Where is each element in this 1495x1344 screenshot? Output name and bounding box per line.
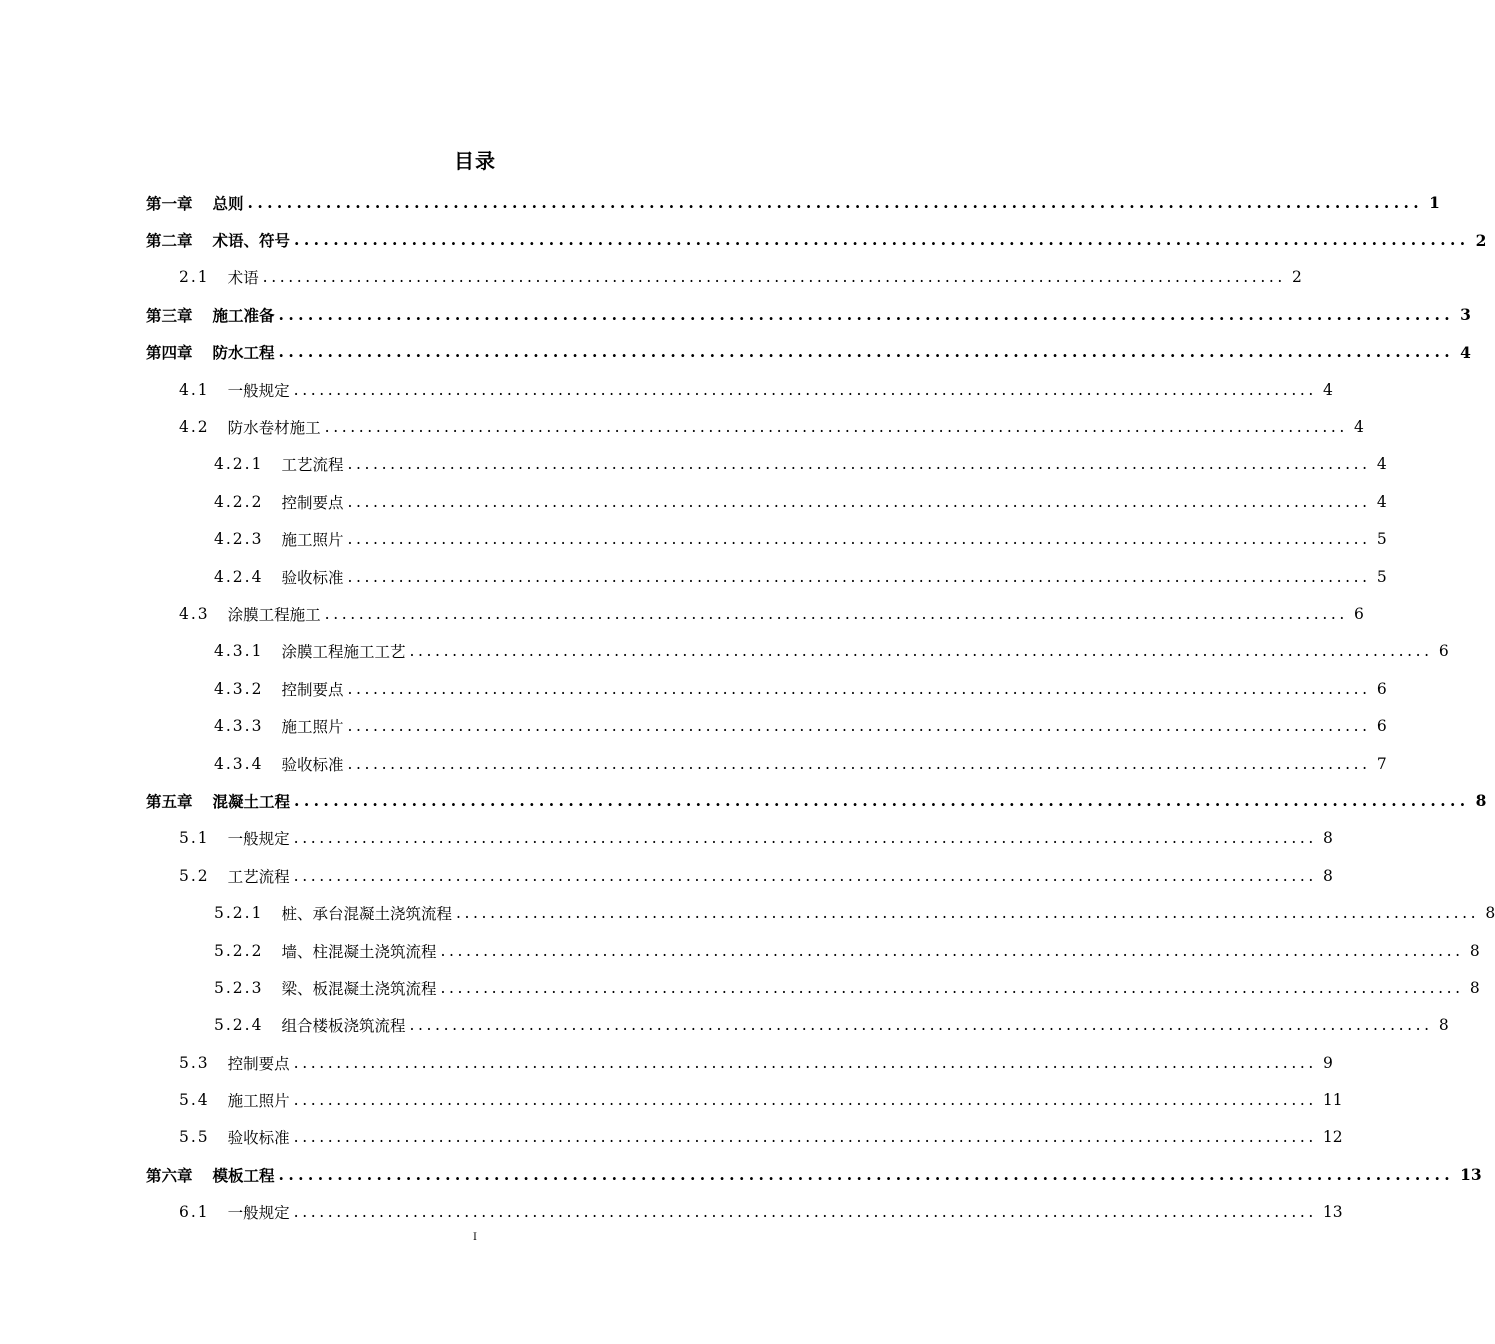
toc-entry-number: 第二章 xyxy=(146,231,193,251)
toc-entry-number: 4.2 xyxy=(179,418,210,437)
toc-entry[interactable] xyxy=(146,857,1333,894)
toc-dot-leader: ........................................................................................................................ xyxy=(455,904,1480,923)
toc-entry[interactable] xyxy=(146,1044,1333,1081)
toc-title: 目录 xyxy=(454,149,496,173)
toc-entry-number: 4.1 xyxy=(179,380,210,399)
toc-entry-label: 工艺流程 xyxy=(281,456,344,475)
toc-entry-label: 桩、承台混凝土浇筑流程 xyxy=(281,905,452,924)
toc-entry-number: 5.1 xyxy=(179,829,210,848)
toc-entry-page: 4 xyxy=(1460,342,1471,362)
toc-dot-leader: ........................................................................................................................ xyxy=(293,866,1317,885)
toc-dot-leader: ........................................................................................................................ xyxy=(409,1016,1433,1035)
toc-entry[interactable] xyxy=(146,446,1387,483)
toc-entry[interactable] xyxy=(146,595,1364,632)
toc-entry-page: 1 xyxy=(1429,193,1440,213)
toc-entry-label: 混凝土工程 xyxy=(212,791,291,811)
toc-entry-label: 控制要点 xyxy=(227,1054,290,1073)
toc-dot-leader: ........................................................................................................................ xyxy=(347,530,1371,549)
toc-entry-page: 13 xyxy=(1460,1165,1482,1185)
toc-entry-page: 8 xyxy=(1469,941,1480,960)
toc-dot-leader: ........................................................................................................................ xyxy=(278,304,1455,324)
toc-entry-label: 一般规定 xyxy=(227,381,290,400)
toc-dot-leader: ........................................................................................................................ xyxy=(293,1091,1317,1110)
toc-entry[interactable] xyxy=(146,782,1487,819)
toc-dot-leader: ........................................................................................................................ xyxy=(247,192,1424,212)
toc-entry-page: 8 xyxy=(1438,1016,1449,1035)
toc-dot-leader: ........................................................................................................................ xyxy=(294,790,1470,810)
toc-dot-leader: ........................................................................................................................ xyxy=(347,754,1371,773)
toc-entry[interactable] xyxy=(146,184,1440,221)
toc-entry-page: 8 xyxy=(1485,904,1495,923)
toc-entry-label: 总则 xyxy=(212,193,244,213)
toc-entry-label: 梁、板混凝土浇筑流程 xyxy=(281,979,437,998)
toc-entry-label: 组合楼板浇筑流程 xyxy=(281,1017,406,1036)
toc-entry[interactable] xyxy=(146,558,1387,595)
toc-entry-number: 6.1 xyxy=(179,1203,210,1222)
toc-entry-page: 8 xyxy=(1469,978,1480,997)
toc-entry[interactable] xyxy=(146,334,1471,371)
toc-entry-label: 施工照片 xyxy=(281,531,344,550)
toc-entry-page: 8 xyxy=(1323,829,1333,848)
toc-entry-label: 验收标准 xyxy=(227,1129,290,1148)
toc-entry-label: 施工准备 xyxy=(212,305,275,325)
toc-entry[interactable] xyxy=(146,1119,1343,1156)
toc-entry-number: 5.2.4 xyxy=(214,1016,264,1035)
toc-entry-label: 涂膜工程施工 xyxy=(227,605,321,624)
toc-entry-page: 6 xyxy=(1354,604,1364,623)
toc-entry-number: 4.3.2 xyxy=(214,679,264,698)
toc-entry-page: 8 xyxy=(1323,866,1333,885)
toc-dot-leader: ........................................................................................................................ xyxy=(347,679,1371,698)
toc-entry[interactable] xyxy=(146,521,1387,558)
toc-entry[interactable] xyxy=(146,259,1302,296)
toc-entry-number: 4.2.2 xyxy=(214,492,264,511)
toc-entry-number: 4.2.1 xyxy=(214,455,264,474)
toc-entry-page: 8 xyxy=(1475,791,1487,811)
toc-entry-number: 第一章 xyxy=(146,193,193,213)
toc-entry-number: 5.2 xyxy=(179,866,210,885)
toc-entry-number: 4.3 xyxy=(179,604,210,623)
toc-entry-page: 3 xyxy=(1460,305,1471,325)
toc-dot-leader: ........................................................................................................................ xyxy=(440,978,1464,997)
toc-dot-leader: ........................................................................................................................ xyxy=(293,1128,1317,1147)
toc-entry-page: 4 xyxy=(1354,418,1364,437)
toc-entry[interactable] xyxy=(146,221,1487,258)
toc-entry-label: 施工照片 xyxy=(281,718,344,737)
toc-entry-label: 涂膜工程施工工艺 xyxy=(281,643,406,662)
toc-entry[interactable] xyxy=(146,1156,1482,1193)
toc-entry[interactable] xyxy=(146,820,1333,857)
footer-page-number: I xyxy=(473,1232,477,1243)
toc-dot-leader: ........................................................................................................................ xyxy=(347,455,1371,474)
toc-entry-page: 6 xyxy=(1376,717,1387,736)
toc-entry-label: 术语 xyxy=(227,269,259,288)
toc-entry-page: 2 xyxy=(1292,268,1302,287)
toc-entry-page: 4 xyxy=(1376,492,1387,511)
toc-entry-page: 12 xyxy=(1322,1128,1343,1147)
toc-entry[interactable] xyxy=(146,969,1480,1006)
toc-entry-label: 控制要点 xyxy=(281,680,344,699)
toc-entry-number: 第五章 xyxy=(146,791,193,811)
toc-entry-number: 5.4 xyxy=(179,1091,210,1110)
toc-dot-leader: ........................................................................................................................ xyxy=(293,829,1317,848)
toc-entry-number: 4.3.4 xyxy=(214,754,264,773)
toc-entry-number: 第四章 xyxy=(146,343,193,363)
toc-entry[interactable] xyxy=(146,932,1480,969)
toc-entry-number: 5.2.3 xyxy=(214,978,264,997)
toc-entry[interactable] xyxy=(146,371,1333,408)
toc-entry-label: 防水工程 xyxy=(212,343,275,363)
toc-entry-number: 5.2.2 xyxy=(214,941,264,960)
toc-entry[interactable] xyxy=(146,670,1387,707)
toc-dot-leader: ........................................................................................................................ xyxy=(293,1203,1317,1222)
toc-dot-leader: ........................................................................................................................ xyxy=(293,380,1317,399)
toc-entry-number: 4.2.4 xyxy=(214,567,264,586)
toc-entry-page: 5 xyxy=(1376,530,1387,549)
toc-entry-label: 一般规定 xyxy=(227,1204,290,1223)
toc-entry-number: 4.2.3 xyxy=(214,530,264,549)
toc-entry-label: 防水卷材施工 xyxy=(227,419,321,438)
toc-dot-leader: ........................................................................................................................ xyxy=(278,1164,1455,1184)
toc-entry-page: 4 xyxy=(1323,380,1333,399)
toc-entry[interactable] xyxy=(146,296,1471,333)
toc-entry-page: 6 xyxy=(1438,642,1449,661)
toc-dot-leader: ........................................................................................................................ xyxy=(324,604,1348,623)
toc-entry[interactable] xyxy=(146,707,1387,744)
toc-entry-page: 4 xyxy=(1376,455,1387,474)
toc-entry-label: 一般规定 xyxy=(227,830,290,849)
toc-entry[interactable] xyxy=(146,483,1387,520)
toc-entry-page: 6 xyxy=(1376,679,1387,698)
toc-dot-leader: ........................................................................................................................ xyxy=(278,342,1455,362)
toc-entry-label: 工艺流程 xyxy=(227,867,290,886)
toc-entry-page: 13 xyxy=(1322,1203,1343,1222)
toc-entry-page: 5 xyxy=(1376,567,1387,586)
toc-dot-leader: ........................................................................................................................ xyxy=(293,1053,1317,1072)
toc-entry-number: 4.3.3 xyxy=(214,717,264,736)
toc-dot-leader: ........................................................................................................................ xyxy=(294,230,1470,250)
toc-entry-label: 控制要点 xyxy=(281,493,344,512)
toc-entry-number: 5.3 xyxy=(179,1053,210,1072)
toc-entry-page: 7 xyxy=(1376,754,1387,773)
toc-entry-label: 模板工程 xyxy=(212,1165,275,1185)
toc-dot-leader: ........................................................................................................................ xyxy=(262,268,1286,287)
toc-dot-leader: ........................................................................................................................ xyxy=(409,642,1433,661)
toc-dot-leader: ........................................................................................................................ xyxy=(347,567,1371,586)
toc-entry-page: 11 xyxy=(1322,1091,1343,1110)
toc-entry-label: 施工照片 xyxy=(227,1092,290,1111)
toc-entry-label: 验收标准 xyxy=(281,755,344,774)
toc-entry-label: 术语、符号 xyxy=(212,231,291,251)
toc-entry[interactable] xyxy=(146,894,1495,931)
toc-entry-number: 4.3.1 xyxy=(214,642,264,661)
toc-entry[interactable] xyxy=(146,633,1449,670)
toc-entry-number: 5.5 xyxy=(179,1128,210,1147)
toc-entry[interactable] xyxy=(146,1194,1343,1231)
toc-dot-leader: ........................................................................................................................ xyxy=(440,941,1464,960)
toc-list xyxy=(146,184,1495,1231)
toc-entry-page: 9 xyxy=(1323,1053,1333,1072)
toc-entry-number: 2.1 xyxy=(179,268,210,287)
toc-entry[interactable] xyxy=(146,1007,1449,1044)
toc-entry-number: 第三章 xyxy=(146,305,193,325)
toc-dot-leader: ........................................................................................................................ xyxy=(324,418,1348,437)
toc-entry[interactable] xyxy=(146,745,1387,782)
toc-entry[interactable] xyxy=(146,408,1364,445)
toc-entry-page: 2 xyxy=(1475,230,1487,250)
toc-dot-leader: ........................................................................................................................ xyxy=(347,717,1371,736)
toc-entry-number: 第六章 xyxy=(146,1165,193,1185)
toc-entry-label: 墙、柱混凝土浇筑流程 xyxy=(281,942,437,961)
toc-entry[interactable] xyxy=(146,1081,1343,1118)
toc-dot-leader: ........................................................................................................................ xyxy=(347,492,1371,511)
toc-entry-label: 验收标准 xyxy=(281,568,344,587)
toc-entry-number: 5.2.1 xyxy=(214,904,264,923)
